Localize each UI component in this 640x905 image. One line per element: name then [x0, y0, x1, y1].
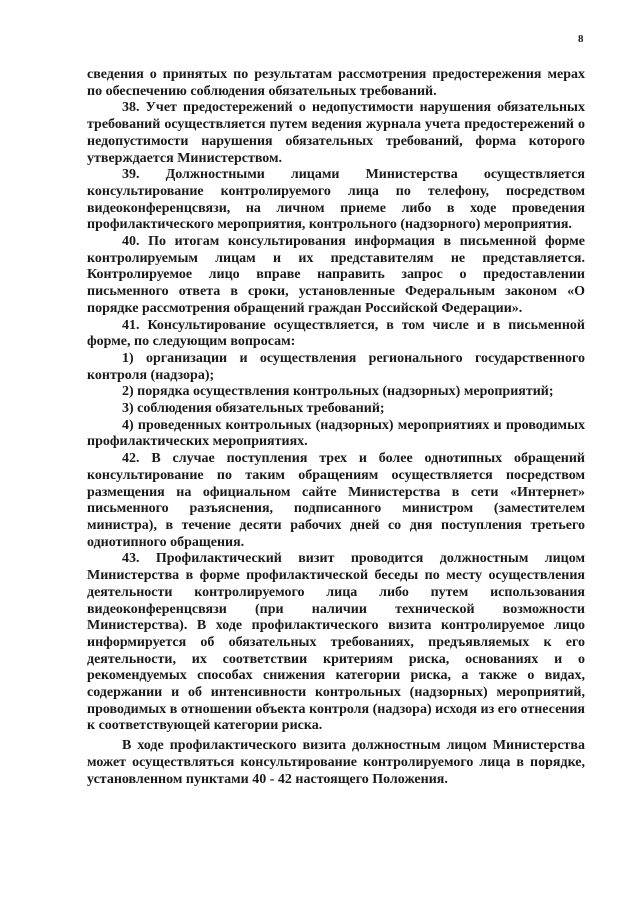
paragraph-closing: В ходе профилактического визита должностным лицом Министерства может осуществляться консультирование контролируемого лица в порядке, установленном пунктами 40 - 42 настоящего Положения.	[87, 738, 585, 787]
list-item-3: 3) соблюдения обязательных требований;	[122, 401, 385, 417]
list-item-4: 4) проведенных контрольных (надзорных) мероприятиях и проводимых профилактических мероприятиях.	[87, 417, 585, 450]
page-number: 8	[578, 33, 584, 45]
paragraph-41: 41. Консультирование осуществляется, в том числе и в письменной форме, по следующим вопросам:	[87, 317, 585, 350]
paragraph-40: 40. По итогам консультирования информация в письменной форме контролируемым лицам и их представителям не представляется. Контролируемое лицо вправе направить запрос о предоставлении письменного ответа в сроки, установленные Федеральным законом «О порядке рассмотрения обращений граждан Российской Федерации».	[87, 234, 585, 316]
paragraph-38: 38. Учет предостережений о недопустимости нарушения обязательных требований осуществляется путем ведения журнала учета предостережений о недопустимости нарушения обязательных требований, форма которого утверждается Министерством.	[87, 100, 585, 166]
paragraph-continuation: сведения о принятых по результатам рассмотрения предостережения мерах по обеспечению соблюдения обязательных требований.	[87, 67, 585, 99]
list-item-2: 2) порядка осуществления контрольных (надзорных) мероприятий;	[122, 384, 554, 400]
paragraph-42: 42. В случае поступления трех и более однотипных обращений консультирование по таким обращениям осуществляется посредством размещения на официальном сайте Министерства в сети «Интернет» письменного разъяснения, подписанного министром (заместителем министра), в течение десяти рабочих дней со дня поступления третьего однотипного обращения.	[87, 451, 585, 550]
document-body	[87, 67, 585, 788]
list-item-1: 1) организации и осуществления регионального государственного контроля (надзора);	[87, 350, 585, 383]
paragraph-43: 43. Профилактический визит проводится должностным лицом Министерства в форме профилактической беседы по месту осуществления деятельности контролируемого лица либо путем использования видеоконференцсвязи (при наличии технической возможности Министерства). В ходе профилактического визита контролируемое лицо информируется об обязательных требованиях, предъявляемых к его деятельности, их соответствии критериям риска, основаниях и о рекомендуемых способах снижения категории риска, а также о видах, содержании и об интенсивности контрольных (надзорных) мероприятий, проводимых в отношении объекта контроля (надзора) исходя из его отнесения к соответствующей категории риска.	[87, 551, 585, 734]
paragraph-39: 39. Должностными лицами Министерства осуществляется консультирование контролируемого лица по телефону, посредством видеоконференцсвязи, на личном приеме либо в ходе проведения профилактического мероприятия, контрольного (надзорного) мероприятия.	[87, 167, 585, 233]
